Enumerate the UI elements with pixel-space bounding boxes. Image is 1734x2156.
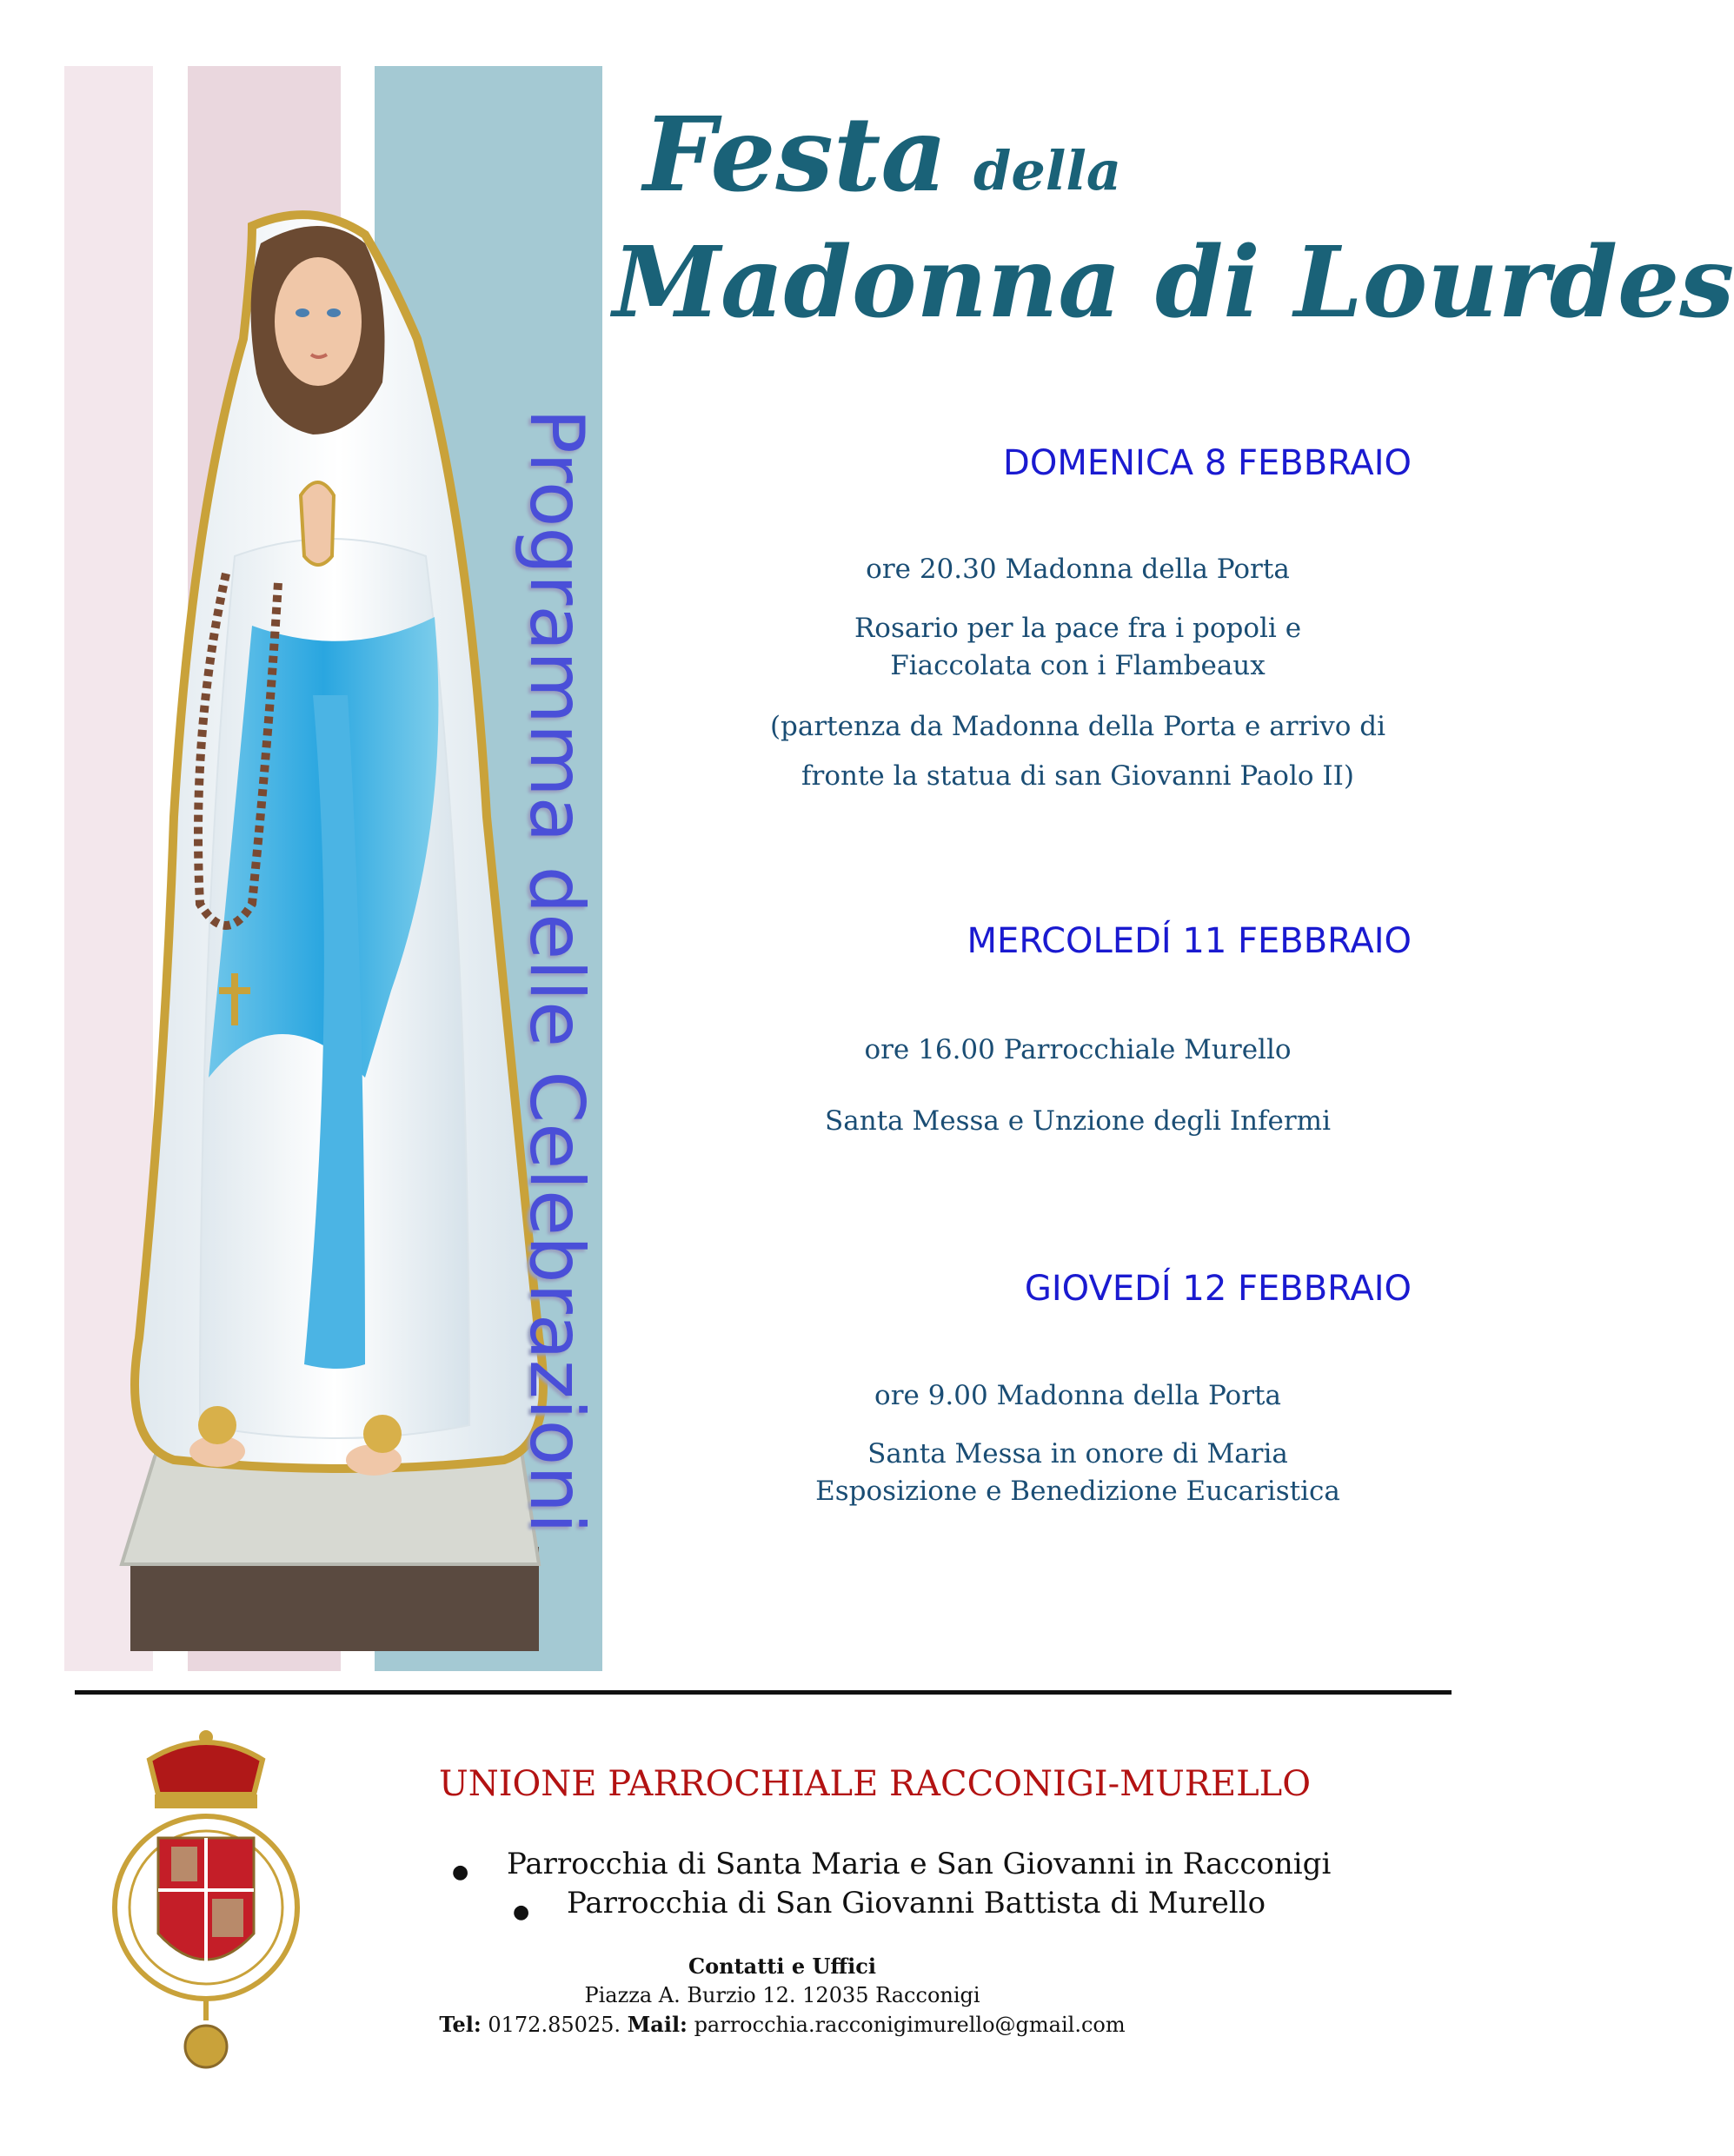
day-heading-1: DOMENICA 8 FEBBRAIO <box>1003 443 1412 483</box>
program-line: Santa Messa in onore di Maria <box>867 1438 1288 1469</box>
program-line: (partenza da Madonna della Porta e arrivo di <box>769 711 1386 742</box>
contact-phone-mail <box>435 2012 1130 2037</box>
program-line: Esposizione e Benedizione Eucaristica <box>815 1476 1340 1507</box>
program-line: Rosario per la pace fra i popoli e <box>854 613 1302 644</box>
parish-line: Parrocchia di San Giovanni Battista di Murello <box>567 1886 1266 1920</box>
program-line: fronte la statua di san Giovanni Paolo II) <box>801 760 1354 792</box>
program-line: ore 20.30 Madonna della Porta <box>866 554 1290 585</box>
title-festa: Festa <box>643 94 947 215</box>
day-heading-3: GIOVEDÍ 12 FEBBRAIO <box>1024 1269 1412 1309</box>
program-line: ore 16.00 Parrocchiale Murello <box>864 1034 1292 1065</box>
day-heading-2: MERCOLEDÍ 11 FEBBRAIO <box>967 921 1412 961</box>
bullet-icon: ● <box>452 1861 469 1883</box>
program-line: Santa Messa e Unzione degli Infermi <box>825 1105 1331 1137</box>
mail-value[interactable]: parrocchia.racconigimurello@gmail.com <box>694 2013 1126 2037</box>
tel-label: Tel: <box>439 2012 482 2037</box>
organization-name: UNIONE PARROCHIALE RACCONIGI-MURELLO <box>439 1764 1312 1804</box>
contact-address: Piazza A. Burzio 12. 12035 Racconigi <box>584 1983 980 2007</box>
tel-value: 0172.85025. <box>488 2013 621 2037</box>
parish-seal-image <box>97 1725 315 2073</box>
mail-label: Mail: <box>627 2012 688 2037</box>
program-line: Fiaccolata con i Flambeaux <box>890 650 1266 681</box>
bullet-icon: ● <box>513 1901 530 1923</box>
footer-divider <box>75 1690 1452 1695</box>
title-madonna-di-lourdes: Madonna di Lourdes <box>613 226 1734 340</box>
contacts-title: Contatti e Uffici <box>688 1954 876 1979</box>
vertical-program-title: Programma delle Celebrazioni <box>513 408 600 1534</box>
program-line: ore 9.00 Madonna della Porta <box>874 1380 1281 1411</box>
parish-line: Parrocchia di Santa Maria e San Giovanni in Racconigi <box>507 1847 1332 1881</box>
title-della: della <box>973 139 1122 202</box>
